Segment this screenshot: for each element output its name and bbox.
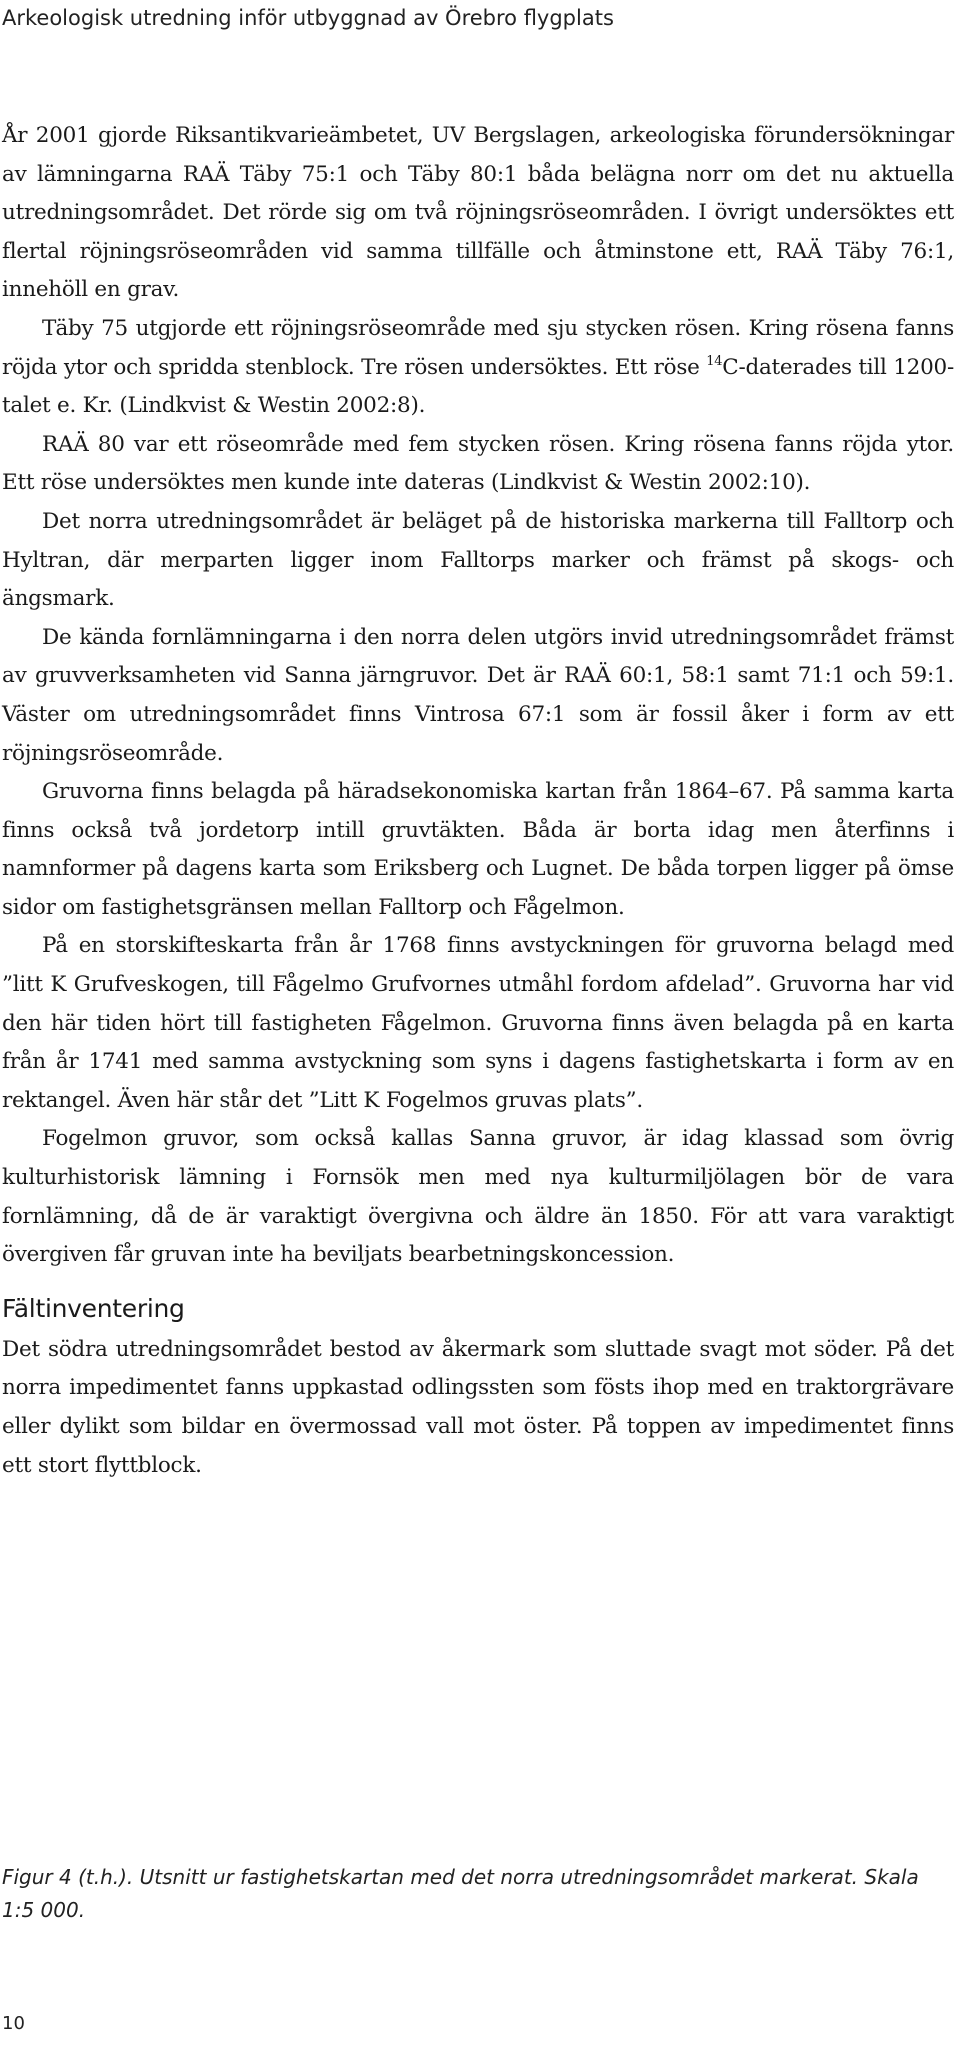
body-text bbox=[2, 117, 954, 1485]
section-heading-faltinventering: Fältinventering bbox=[2, 1293, 185, 1323]
paragraph-taby-75-text-end: C-daterades till 1200-talet e. Kr. (Lindkvist & Westin 2002:8). bbox=[2, 354, 954, 419]
isotope-superscript: 14 bbox=[706, 353, 723, 369]
paragraph-norra-utredningsomradet: Det norra utredningsområdet är beläget på de historiska markerna till Falltorp och Hyltran, där merparten ligger inom Falltorps marker och främst på skogs- och ängsmark. bbox=[2, 508, 954, 612]
figure-caption: Figur 4 (t.h.). Utsnitt ur fastighetskartan med det norra utredningsområdet markerat. Skala 1:5 000. bbox=[2, 1865, 919, 1922]
paragraph-taby-75-text-start: Täby 75 utgjorde ett röjningsröseområde med sju stycken rösen. Kring rösena fanns röjda ytor och spridda stenblock. Tre rösen undersöktes. Ett röse bbox=[2, 315, 954, 380]
paragraph-fogelmon-gruvor: Fogelmon gruvor, som också kallas Sanna gruvor, är idag klassad som övrig kulturhistorisk lämning i Fornsök men med nya kulturmiljölagen bör de vara fornlämning, då de är varaktigt övergivna och äldre än 1850. För att vara varaktigt övergiven får gruvan inte ha beviljats bearbetningskoncession. bbox=[2, 1126, 954, 1268]
paragraph-taby-75 bbox=[2, 310, 954, 426]
paragraph-raa-80: RAÄ 80 var ett röseområde med fem stycken rösen. Kring rösena fanns röjda ytor. Ett röse undersöktes men kunde inte dateras (Lindkvist & Westin 2002:10). bbox=[2, 431, 954, 496]
running-header: Arkeologisk utredning inför utbyggnad av Örebro flygplats bbox=[2, 6, 614, 30]
paragraph-fornlamningar: De kända fornlämningarna i den norra delen utgörs invid utredningsområdet främst av gruvverksamheten vid Sanna järngruvor. Det är RAÄ 60:1, 58:1 samt 71:1 och 59:1. Väster om utredningsområdet finns Vintrosa 67:1 som är fossil åker i form av ett röjningsröseområde. bbox=[2, 624, 954, 766]
paragraph-gruvorna: Gruvorna finns belagda på häradsekonomiska kartan från 1864–67. På samma karta finns också två jordetorp intill gruvtäkten. Båda är borta idag men återfinns i namnformer på dagens karta som Eriksberg och Lugnet. De båda torpen ligger på ömse sidor om fastighetsgränsen mellan Falltorp och Fågelmon. bbox=[2, 779, 954, 920]
paragraph-faltinventering: Det södra utredningsområdet bestod av åkermark som sluttade svagt mot söder. På det norra impedimentet fanns uppkastad odlingssten som fösts ihop med en traktorgrävare eller dylikt som bildar en övermossad vall mot öster. På toppen av impedimentet finns ett stort flyttblock. bbox=[2, 1336, 954, 1478]
paragraph-storskifteskarta: På en storskifteskarta från år 1768 finns avstyckningen för gruvorna belagd med ”litt K Grufveskogen, till Fågelmo Grufvornes utmåhl fordom afdelad”. Gruvorna har vid den här tiden hört till fastigheten Fågelmon. Gruvorna finns även belagda på en karta från år 1741 med samma avstyckning som syns i dagens fastighetskarta i form av en rektangel. Även här står det ”Litt K Fogelmos gruvas plats”. bbox=[2, 933, 954, 1113]
paragraph-riksantikvarieambetet: År 2001 gjorde Riksantikvarieämbetet, UV Bergslagen, arkeologiska förundersökningar av lämningarna RAÄ Täby 75:1 och Täby 80:1 båda belägna norr om det nu aktuella utredningsområdet. Det rörde sig om två röjningsröseområden. I övrigt undersöktes ett flertal röjningsröseområden vid samma tillfälle och åtminstone ett, RAÄ Täby 76:1, innehöll en grav. bbox=[2, 123, 954, 303]
page-number: 10 bbox=[2, 2013, 25, 2034]
